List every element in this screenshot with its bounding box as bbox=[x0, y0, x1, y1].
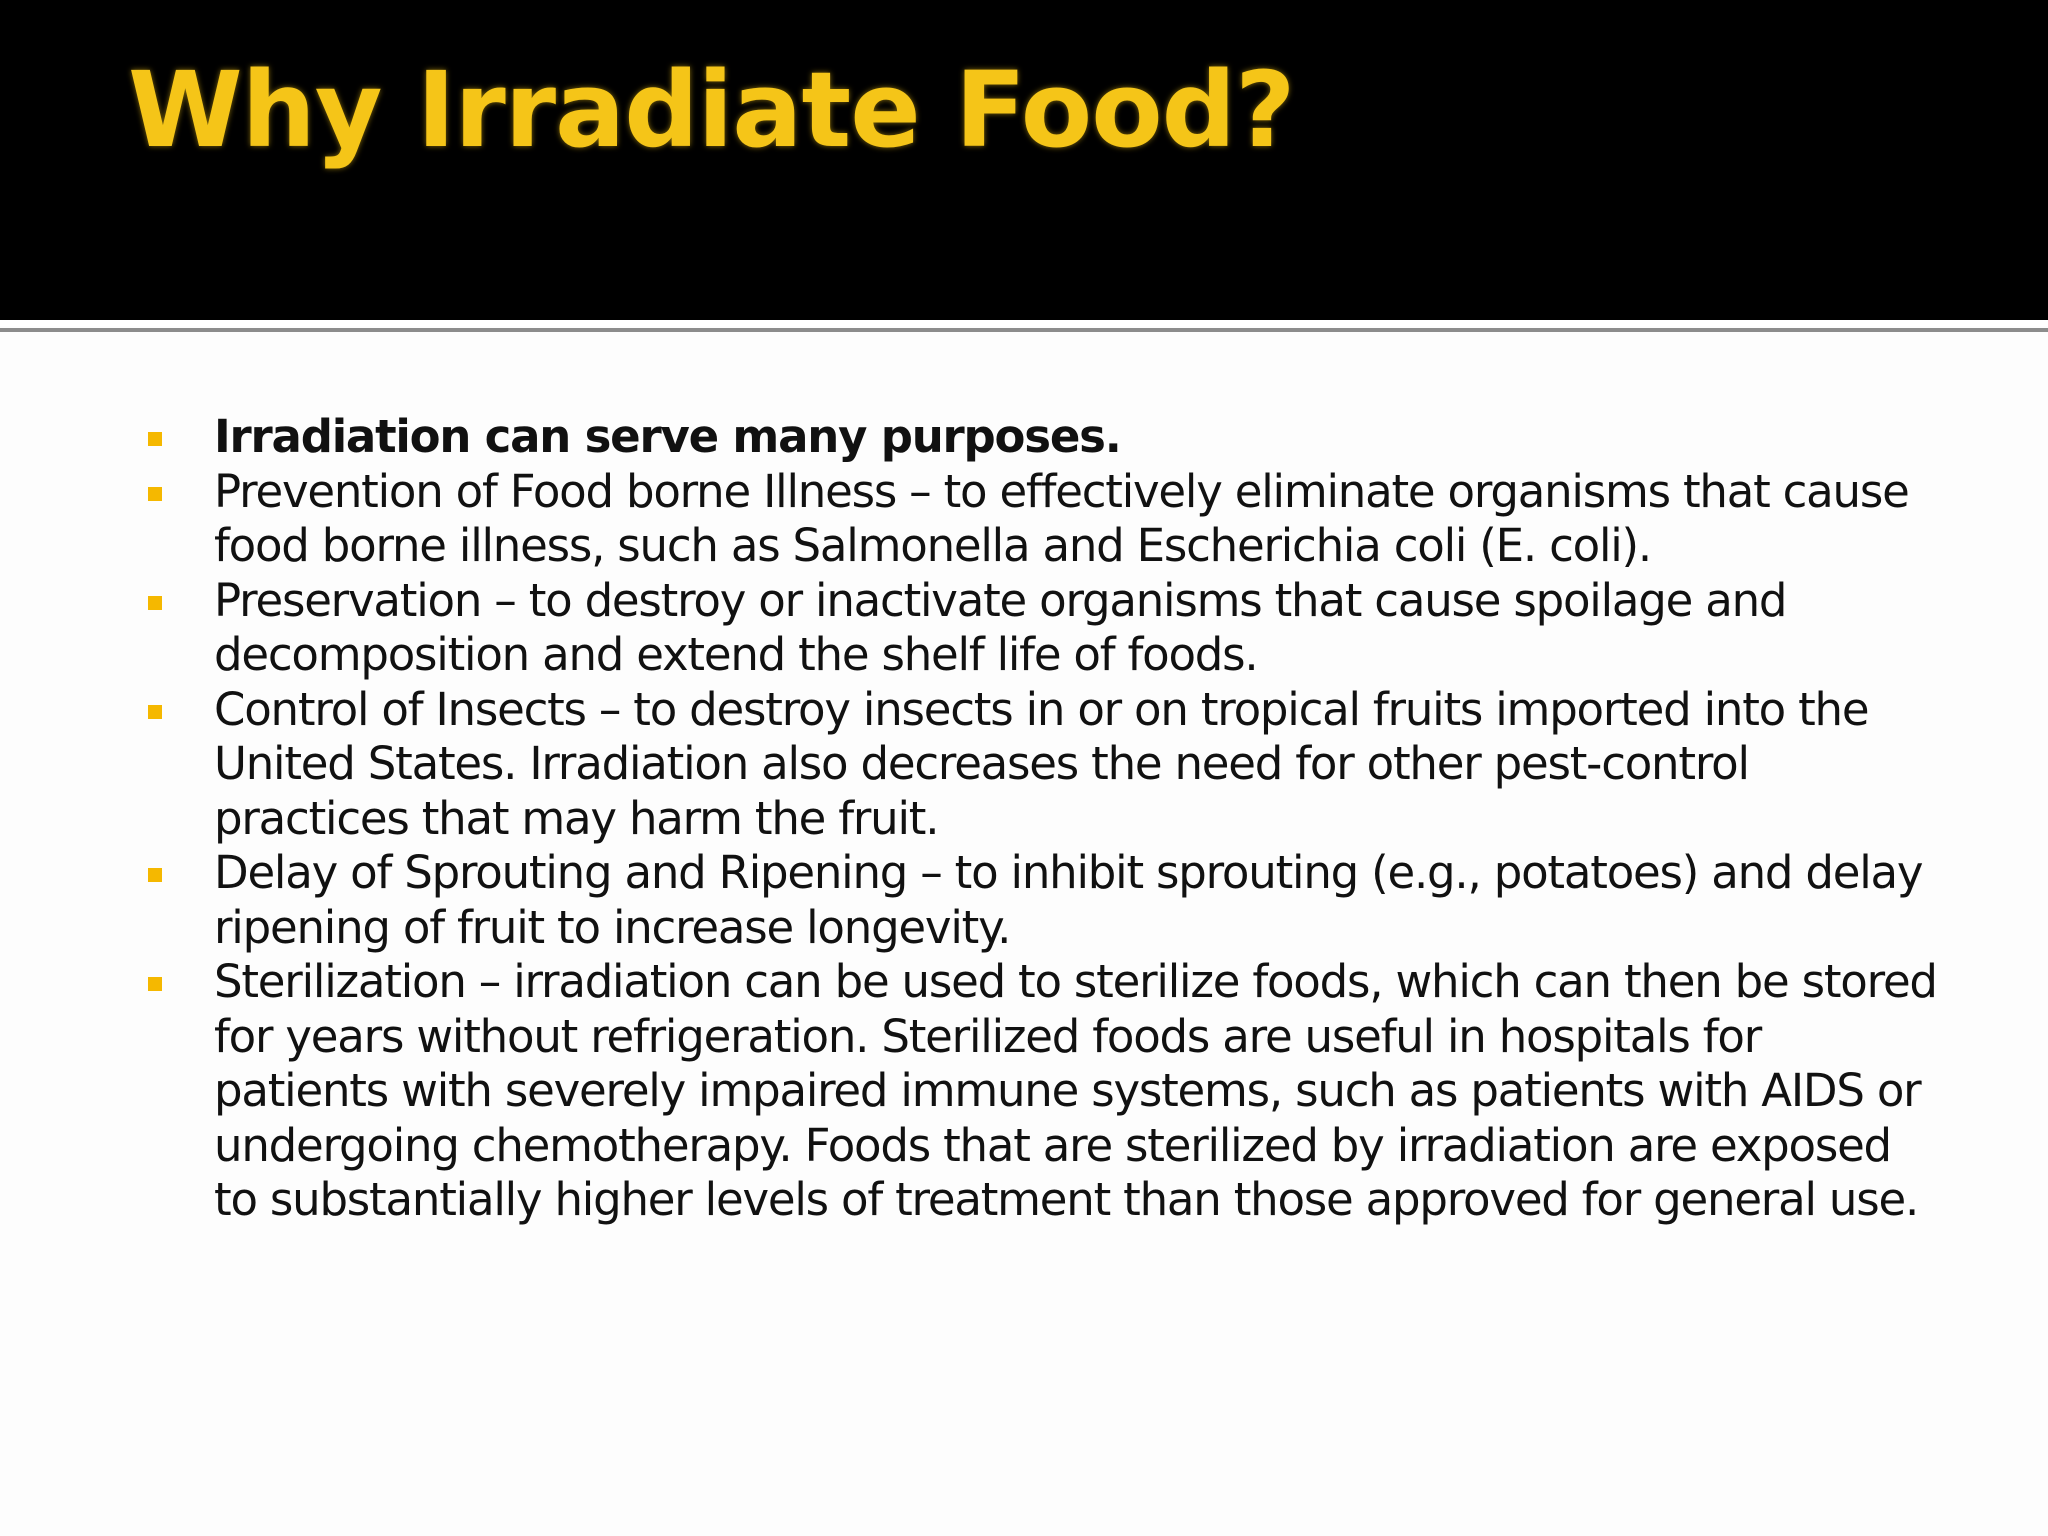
bullet-item-preservation bbox=[140, 574, 1940, 683]
bullet-text: Delay of Sprouting and Ripening – to inhibit sprouting (e.g., potatoes) and delay ripening of fruit to increase longevity. bbox=[214, 846, 1923, 954]
bullet-item-prevention bbox=[140, 465, 1940, 574]
title-divider bbox=[0, 328, 2048, 332]
bullet-item-insect-control bbox=[140, 683, 1940, 847]
bullet-item-sprouting-delay bbox=[140, 846, 1940, 955]
square-bullet-icon bbox=[148, 596, 162, 610]
slide-body bbox=[140, 410, 1940, 1228]
square-bullet-icon bbox=[148, 977, 162, 991]
bullet-item-sterilization bbox=[140, 955, 1940, 1228]
bullet-text: Control of Insects – to destroy insects in or on tropical fruits imported into the United States. Irradiation also decreases the need for other pest-control practices that may harm the fruit. bbox=[214, 682, 1869, 845]
title-divider-light bbox=[0, 320, 2048, 326]
bullet-text: Prevention of Food borne Illness – to effectively eliminate organisms that cause food borne illness, such as Salmonella and Escherichia coli (E. coli). bbox=[214, 464, 1909, 572]
square-bullet-icon bbox=[148, 705, 162, 719]
title-band bbox=[0, 0, 2048, 320]
bullet-item-purposes bbox=[140, 410, 1940, 465]
square-bullet-icon bbox=[148, 432, 162, 446]
bullet-text: Sterilization – irradiation can be used to sterilize foods, which can then be stored for years without refrigeration. Sterilized foods are useful in hospitals for patients with severely impaired immune systems, such as patients with AIDS or undergoing chemotherapy. Foods that are sterilized by irradiation are exposed to substantially higher levels of treatment than those approved for general use. bbox=[214, 955, 1937, 1226]
bullet-text: Irradiation can serve many purposes. bbox=[214, 410, 1121, 463]
square-bullet-icon bbox=[148, 487, 162, 501]
bullet-list bbox=[140, 410, 1940, 1228]
square-bullet-icon bbox=[148, 868, 162, 882]
bullet-text: Preservation – to destroy or inactivate organisms that cause spoilage and decomposition and extend the shelf life of foods. bbox=[214, 573, 1787, 681]
slide-title: Why Irradiate Food? bbox=[128, 49, 1295, 171]
